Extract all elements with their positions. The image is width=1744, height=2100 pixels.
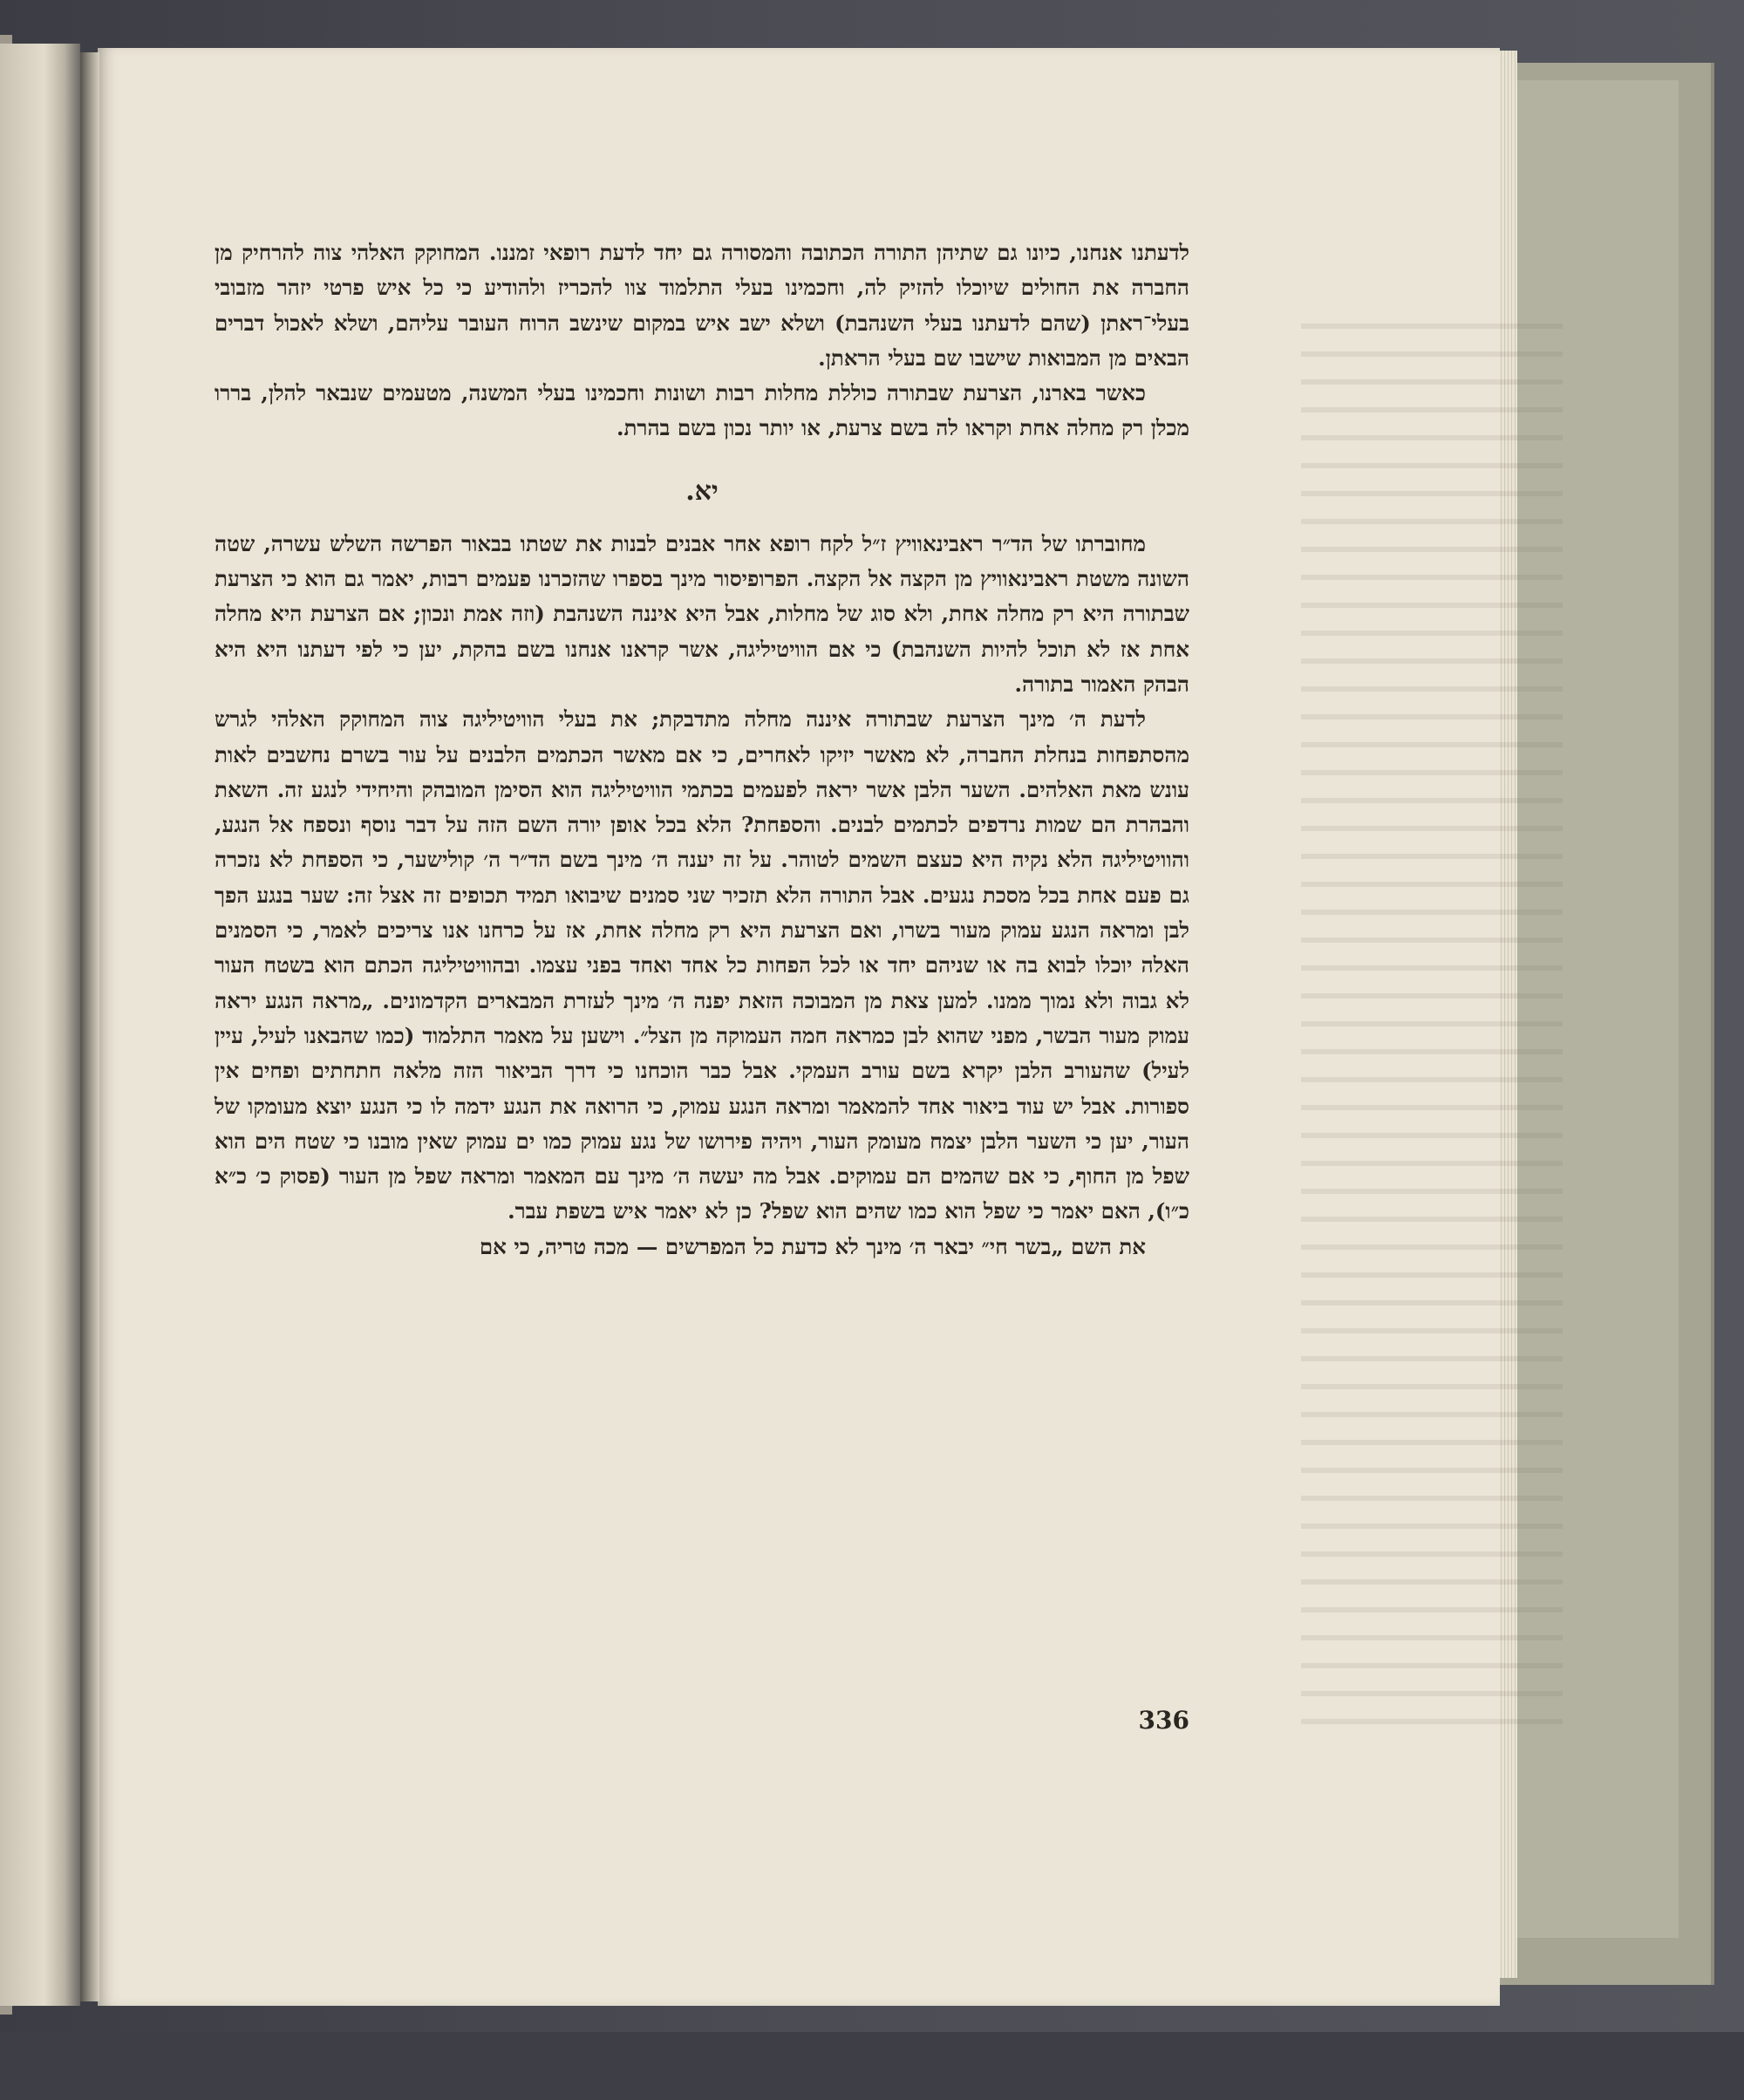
scan-bottom-shadow: [0, 2032, 1744, 2100]
paragraph: מחוברתו של הד״ר ראבינאוויץ ז״ל לקח רופא אחר אבנים לבנות את שטתו בבאור הפרשה השלש עשרה, שטה השונה משטת ראבינאוויץ מן הקצה אל הקצה. הפרופיסור מינך בספרו שהזכרנו פעמים רבות, יאמר גם הוא כי הצרעת שבתורה היא רק מחלה אחת, ולא סוג של מחלות, אבל היא איננה השנהבת (וזה אמת ונכון; אם הצרעת היא מחלה אחת אז לא תוכל להיות השנהבת) כי אם הוויטיליגה, אשר קראנו אנחנו בשם בהקת, יען כי לפי דעתנו היא היא הבהק האמור בתורה.: [215, 530, 1189, 697]
paragraph: לדעת ה׳ מינך הצרעת שבתורה איננה מחלה מתדבקת; את בעלי הוויטיליגה צוה המחוקק האלהי לגרש מהסתפחות בנחלת החברה, לא מאשר יזיקו לאחרים, כי אם מאשר הכתמים הלבנים על עור בשרם נחשבים לאות עונש מאת האלהים. השער הלבן אשר יראה לפעמים בכתמי הוויטיליגה הוא הסימן המובהק והיחידי לנגע זה. השאת והבהרת הם שמות נרדפים לכתמים לבנים. והספחת? הלא בכל אופן יורה השם הזה על דבר נוסף ונספח אל הנגע, והוויטיליגה הלא נקיה היא כעצם השמים לטוהר. על זה יענה ה׳ מינך בשם הד״ר ה׳ קולישער, כי הספחת לא נזכרה גם פעם אחת בכל מסכת נגעים. אבל התורה הלא תזכיר שני סמנים שיבואו תמיד תכופים זה אצל זה: שער בנגע הפך לבן ומראה הנגע עמוק מעור בשרו, ואם הצרעת היא רק מחלה אחת, אז על כרחנו אנו צריכים לאמר, כי הסמנים האלה יוכלו לבוא בה או שניהם יחד או לכל הפחות כל אחד ואחד בפני עצמו. ובהוויטיליגה הכתם הוא בשטח העור לא גבוה ולא נמוך ממנו. למען צאת מן המבוכה הזאת יפנה ה׳ מינך לעזרת המבארים הקדמונים. „מראה הנגע יראה עמוק מעור הבשר, מפני שהוא לבן כמראה חמה העמוקה מן הצל״. וישען על מאמר התלמוד (כמו שהבאנו לעיל, עיין לעיל) שהעורב הלבן יקרא בשם עורב העמקי. אבל כבר הוכחנו כי דרך הביאור הזה מלאה חתחתים ופחים אין ספורות. אבל יש עוד ביאור אחד להמאמר ומראה הנגע עמוק, כי הרואה את הנגע ידמה לו כי הנגע יוצא מעומקו של העור, יען כי השער הלבן יצמח מעומק העור, ויהיה פירושו של נגע עמוק כמו ים עמוק שאין מובנו כי שטח הים הוא שפל מן החוף, כי אם שהמים הם עמוקים. אבל מה יעשה ה׳ מינך עם המאמר ומראה שפל מן העור (פסוק כ׳ כ״א כ״ו), האם יאמר כי שפל הוא כמו שהים הוא שפל? כן לא יאמר איש בשפת עבר.: [215, 706, 1189, 1224]
left-facing-page: [0, 44, 80, 2006]
page-number: 336: [1138, 1706, 1189, 1735]
show-through-text: [1301, 301, 1563, 1731]
book-gutter: [80, 52, 99, 2001]
paragraph: את השם „בשר חי״ יבאר ה׳ מינך לא כדעת כל המפרשים — מכה טריה, כי אם: [479, 1233, 1146, 1259]
paragraph: כאשר בארנו, הצרעת שבתורה כוללת מחלות רבות ושונות וחכמינו בעלי המשנה, מטעמים שנבאר להלן, בררו מכלן רק מחלה אחת וקראו לה בשם צרעת, או יותר נכון בשם בהרת.: [215, 380, 1189, 441]
section-heading: יא.: [685, 475, 719, 507]
page-text: [215, 235, 1189, 1265]
paragraph: לדעתנו אנחנו, כיונו גם שתיהן התורה הכתובה והמסורה גם יחד לדעת רופאי זמננו. המחוקק האלהי צוה להרחיק מן החברה את החולים שיוכלו להזיק לה, וחכמינו בעלי התלמוד צוו להכריז ולהודיע כי כל איש פרטי יזהר מזבובי בעלי־ראתן (שהם לדעתנו בעלי השנהבת) ושלא ישב איש במקום שינשב הרוח העובר עליהם, ושלא לאכול דברים הבאים מן המבואות שישבו שם בעלי הראתן.: [215, 240, 1189, 371]
